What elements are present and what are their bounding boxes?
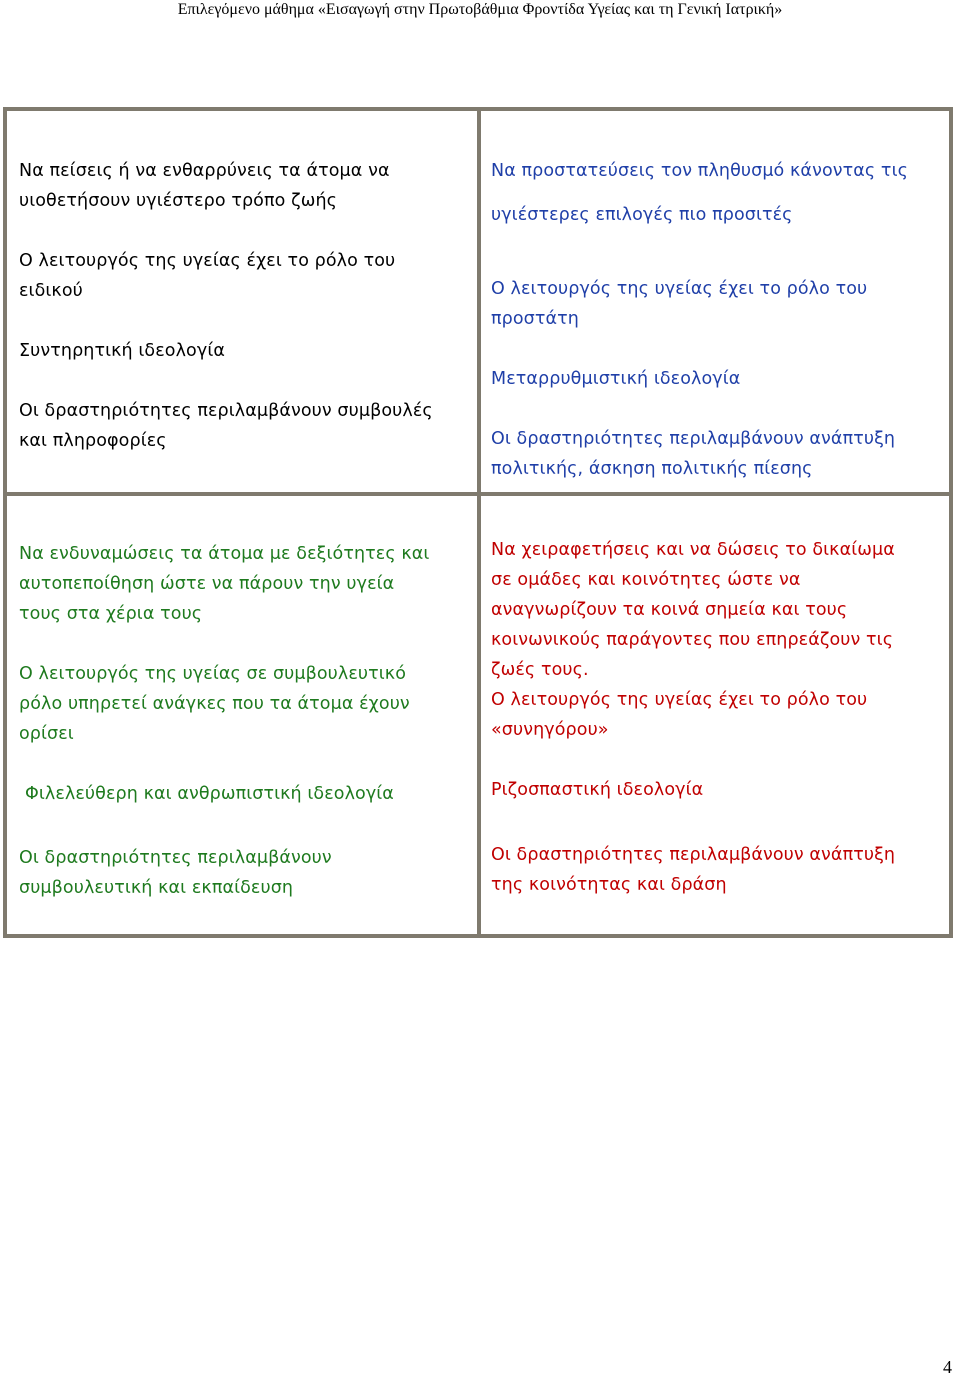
ideology-table	[3, 107, 953, 938]
cell-line: προστάτη	[491, 309, 579, 329]
cell-line: Ο λειτουργός της υγείας έχει το ρόλο του	[491, 279, 868, 299]
cell-line: Να πείσεις ή να ενθαρρύνεις τα άτομα να	[19, 161, 390, 181]
cell-line: «συνηγόρου»	[491, 720, 609, 740]
cell-line: Συντηρητική ιδεολογία	[19, 341, 225, 361]
cell-line: σε ομάδες και κοινότητες ώστε να	[491, 570, 801, 590]
cell-top-left	[19, 156, 471, 456]
cell-line: πολιτικής, άσκηση πολιτικής πίεσης	[491, 459, 813, 479]
cell-line: Οι δραστηριότητες περιλαμβάνουν συμβουλές	[19, 401, 433, 421]
cell-line: υιοθετήσουν υγιέστερο τρόπο ζωής	[19, 191, 338, 211]
cell-line: ρόλο υπηρετεί ανάγκες που τα άτομα έχουν	[19, 694, 410, 714]
cell-line: ορίσει	[19, 724, 74, 744]
cell-line: Οι δραστηριότητες περιλαμβάνουν	[19, 848, 332, 868]
column-divider	[477, 111, 481, 934]
cell-top-right	[491, 156, 947, 484]
cell-line: της κοινότητας και δράση	[491, 875, 727, 895]
cell-line: ζωές τους.	[491, 660, 589, 680]
cell-line: Οι δραστηριότητες περιλαμβάνουν ανάπτυξη	[491, 845, 896, 865]
cell-line: Να ενδυναμώσεις τα άτομα με δεξιότητες και	[19, 544, 430, 564]
cell-line: και πληροφορίες	[19, 431, 167, 451]
cell-line: Οι δραστηριότητες περιλαμβάνουν ανάπτυξη	[491, 429, 896, 449]
cell-bottom-left	[19, 539, 471, 903]
cell-line: συμβουλευτική και εκπαίδευση	[19, 878, 294, 898]
page-number: 4	[943, 1357, 952, 1377]
cell-line: ειδικού	[19, 281, 83, 301]
cell-line: αυτοπεποίθηση ώστε να πάρουν την υγεία	[19, 574, 395, 594]
cell-line: αναγνωρίζουν τα κοινά σημεία και τους	[491, 600, 848, 620]
cell-line: Φιλελεύθερη και ανθρωπιστική ιδεολογία	[25, 784, 394, 804]
cell-line: Ριζοσπαστική ιδεολογία	[491, 780, 704, 800]
cell-line: κοινωνικούς παράγοντες που επηρεάζουν τις	[491, 630, 894, 650]
cell-line: Ο λειτουργός της υγείας έχει το ρόλο του	[491, 690, 868, 710]
cell-line: Να προστατεύσεις τον πληθυσμό κάνοντας τις	[491, 161, 908, 181]
cell-line: Ο λειτουργός της υγείας σε συμβουλευτικό	[19, 664, 407, 684]
cell-line: Μεταρρυθμιστική ιδεολογία	[491, 369, 741, 389]
page-header: Επιλεγόμενο μάθημα «Εισαγωγή στην Πρωτοβάθμια Φροντίδα Υγείας και τη Γενική Ιατρική»	[177, 1, 783, 18]
cell-line: Ο λειτουργός της υγείας έχει το ρόλο του	[19, 251, 396, 271]
cell-line: Να χειραφετήσεις και να δώσεις το δικαίωμα	[491, 540, 895, 560]
row-divider	[7, 492, 949, 496]
cell-line: υγιέστερες επιλογές πιο προσιτές	[491, 205, 793, 225]
cell-bottom-right	[491, 535, 947, 900]
cell-line: τους στα χέρια τους	[19, 604, 203, 624]
